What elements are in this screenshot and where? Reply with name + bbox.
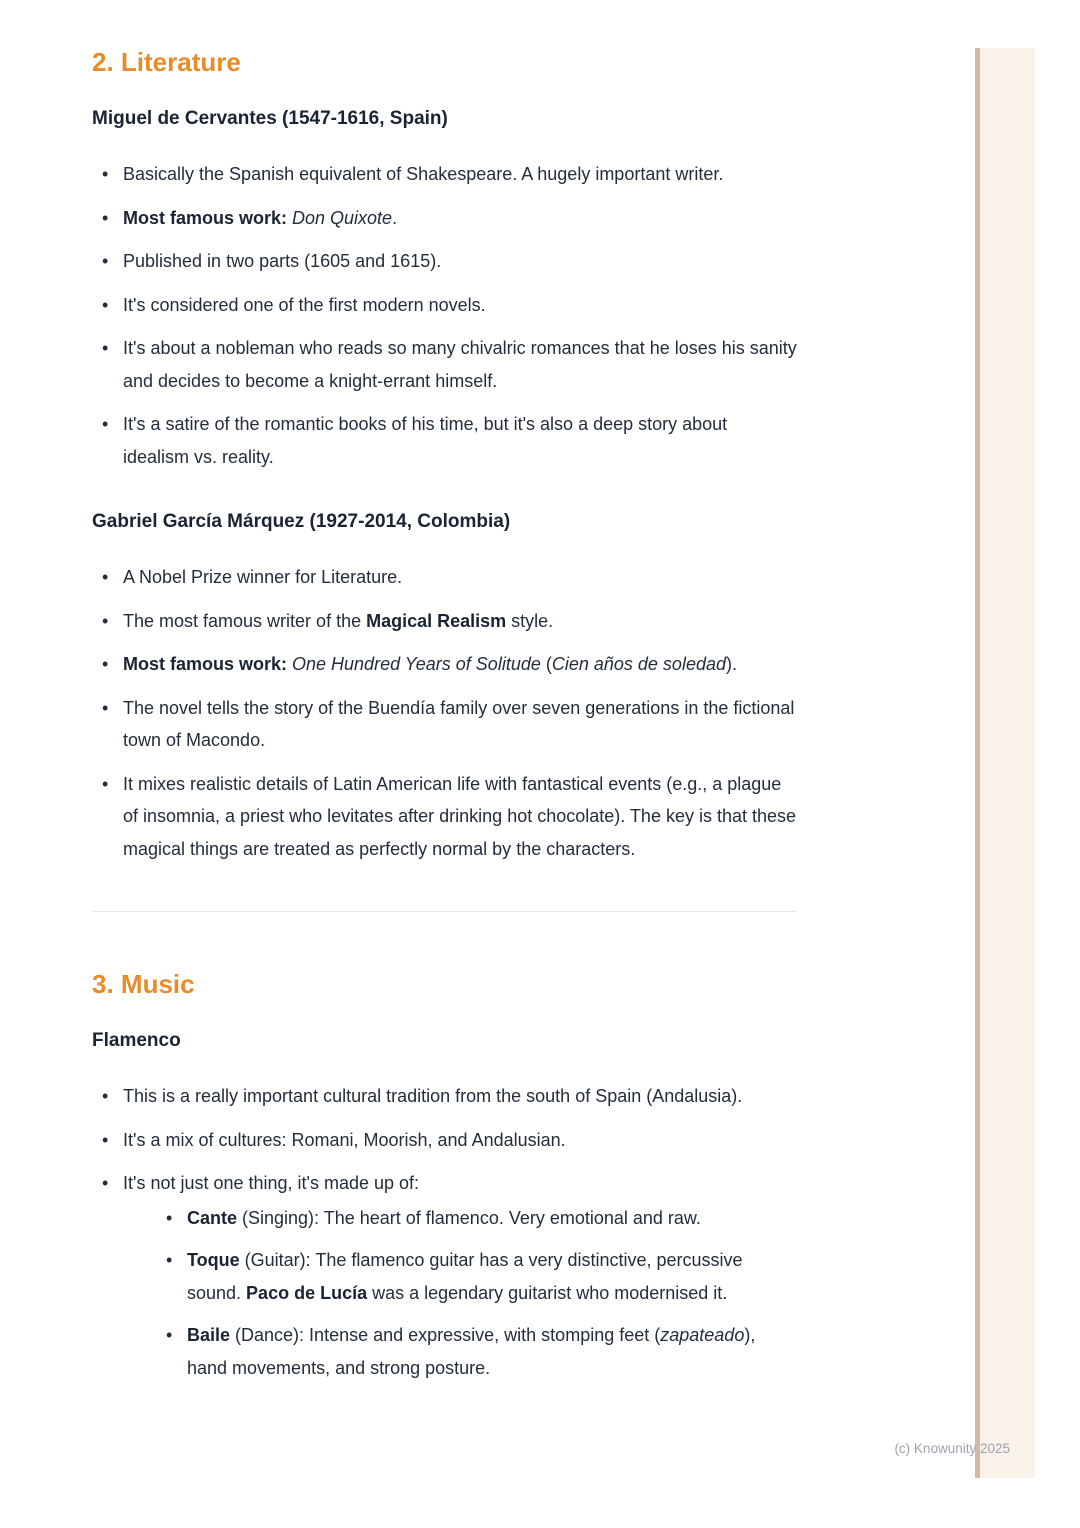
text-run: ), hand movements, and strong posture. [187,1325,756,1378]
text-run: One Hundred Years of Solitude [292,654,541,674]
subheading: Flamenco [92,1030,181,1051]
text-run: (Guitar): The flamenco guitar has a very distinctive, percussive sound. [187,1250,743,1303]
text-run: Cante [187,1207,238,1228]
text-run: Published in two parts (1605 and 1615). [123,251,442,271]
text-run: ( [540,654,552,674]
text-run: It's a mix of cultures: Romani, Moorish, and Andalusian. [123,1129,566,1150]
text-run: It mixes realistic details of Latin American life with fantastical events (e.g., a plague of insomnia, a priest who levitates after drinking hot chocolate). The key is that these magical things are treated as perfectly normal by the characters. [123,773,797,859]
document-content [92,46,797,1420]
subheading: Gabriel García Márquez (1927-2014, Colombia) [92,511,511,532]
list-item [156,1319,797,1384]
text-run: It's about a nobleman who reads so many chivalric romances that he loses his sanity and decides to become a knight-errant himself. [123,338,797,391]
list-item [92,158,797,191]
text-run: Most famous work: [123,654,293,674]
text-run: It's not just one thing, it's made up of: [123,1173,420,1193]
list-item [92,648,797,681]
section-divider [92,911,797,912]
list-item [92,408,797,473]
text-run: was a legendary guitarist who modernised it. [367,1282,728,1303]
watermark: (c) Knowunity 2025 [894,1441,1010,1456]
text-run: (Dance): Intense and expressive, with stomping feet ( [230,1325,661,1345]
text-run: It's considered one of the first modern novels. [123,294,486,315]
page-edge-strip [980,48,1035,1478]
text-run: It's a satire of the romantic books of his time, but it's also a deep story about idealism vs. reality. [123,414,728,467]
text-run: (Singing): The heart of flamenco. Very emotional and raw. [237,1207,701,1228]
subheading: Miguel de Cervantes (1547-1616, Spain) [92,108,448,129]
section-heading: 3. Music [92,969,195,999]
list-item [156,1202,797,1235]
list-item [92,1124,797,1157]
section-heading: 2. Literature [92,47,241,77]
text-run: Baile [187,1325,231,1345]
text-run: zapateado [660,1325,745,1345]
list-item [92,692,797,757]
text-run: This is a really important cultural tradition from the south of Spain (Andalusia). [123,1086,743,1106]
text-run: Cien años de soledad [551,654,726,674]
nested-bullet-list [156,1202,797,1385]
list-item [92,561,797,594]
text-run: Most famous work: [123,207,293,228]
bullet-list [92,1080,797,1384]
text-run: Basically the Spanish equivalent of Shakespeare. A hugely important writer. [123,164,724,184]
text-run: . [392,207,398,228]
text-run: Paco de Lucía [246,1282,368,1303]
text-run: style. [506,610,554,631]
bullet-list [92,158,797,473]
list-item [92,289,797,322]
text-run: The novel tells the story of the Buendía family over seven generations in the fictional town of Macondo. [123,697,795,750]
bullet-list [92,561,797,865]
text-run: A Nobel Prize winner for Literature. [123,567,403,587]
list-item [92,1080,797,1113]
text-run: Toque [187,1250,240,1270]
text-run: The most famous writer of the [123,610,367,631]
text-run: Don Quixote [292,207,393,228]
list-item [92,202,797,235]
list-item [92,768,797,866]
list-item [156,1244,797,1309]
text-run: Magical Realism [366,610,507,631]
text-run: ). [726,654,737,674]
list-item [92,1167,797,1384]
list-item [92,605,797,638]
list-item [92,245,797,278]
list-item [92,332,797,397]
